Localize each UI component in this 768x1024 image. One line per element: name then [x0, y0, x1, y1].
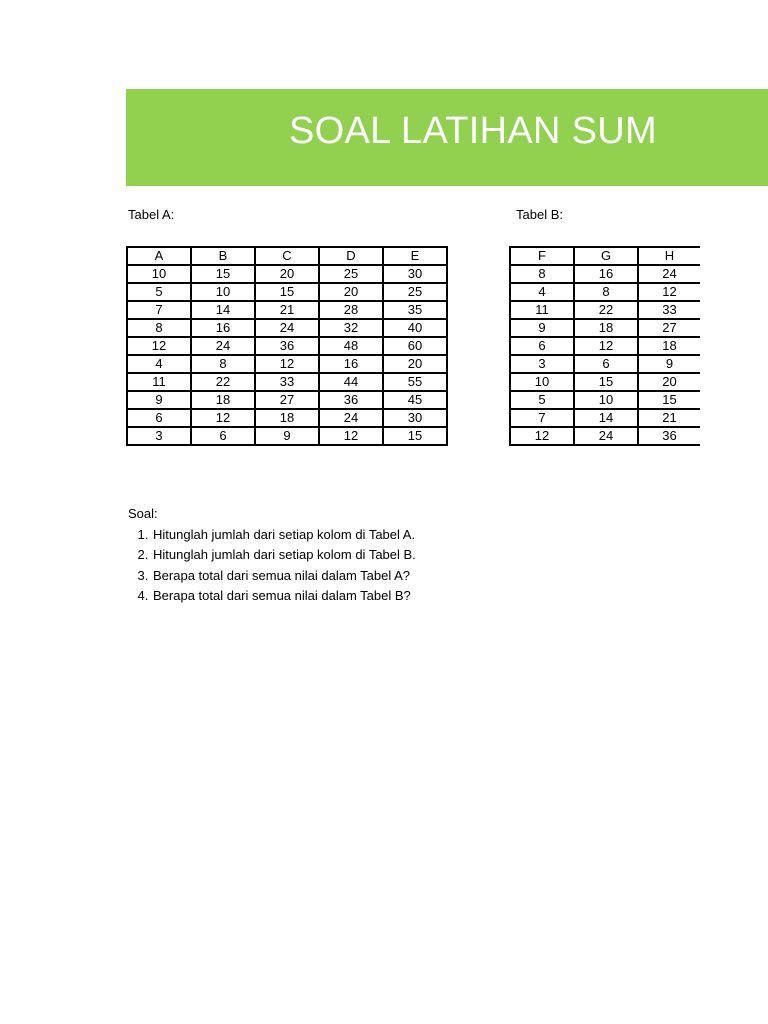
- column-header: B: [191, 247, 255, 265]
- table-cell: 9: [638, 355, 700, 373]
- table-cell: 10: [127, 265, 191, 283]
- table-a-body: [127, 265, 447, 445]
- title-banner: [126, 89, 768, 186]
- table-row: [127, 373, 447, 391]
- table-cell: 20: [638, 373, 700, 391]
- table-cell: 36: [638, 427, 700, 445]
- table-cell: 12: [127, 337, 191, 355]
- question-item: 2. Hitunglah jumlah dari setiap kolom di Tabel B.: [152, 545, 416, 566]
- table-cell: 55: [383, 373, 447, 391]
- table-cell: 24: [191, 337, 255, 355]
- table-row: [127, 337, 447, 355]
- table-cell: 48: [319, 337, 383, 355]
- table-a-header-row: [127, 247, 447, 265]
- table-cell: 8: [510, 265, 574, 283]
- table-cell: 15: [255, 283, 319, 301]
- table-row: [127, 409, 447, 427]
- table-cell: 4: [510, 283, 574, 301]
- table-cell: 12: [191, 409, 255, 427]
- column-header: C: [255, 247, 319, 265]
- table-row: [510, 265, 700, 283]
- table-b-label: Tabel B:: [516, 207, 563, 222]
- table-row: [510, 319, 700, 337]
- table-cell: 9: [127, 391, 191, 409]
- table-cell: 24: [319, 409, 383, 427]
- question-item: 1. Hitunglah jumlah dari setiap kolom di Tabel A.: [152, 525, 416, 546]
- table-b-header-row: [510, 247, 700, 265]
- table-row: [127, 301, 447, 319]
- table-cell: 21: [255, 301, 319, 319]
- table-cell: 24: [638, 265, 700, 283]
- table-cell: 24: [255, 319, 319, 337]
- table-cell: 44: [319, 373, 383, 391]
- table-cell: 22: [574, 301, 638, 319]
- table-cell: 27: [255, 391, 319, 409]
- table-row: [510, 283, 700, 301]
- table-cell: 12: [638, 283, 700, 301]
- table-row: [127, 319, 447, 337]
- table-row: [510, 373, 700, 391]
- table-cell: 4: [127, 355, 191, 373]
- table-cell: 40: [383, 319, 447, 337]
- table-row: [510, 355, 700, 373]
- table-cell: 15: [638, 391, 700, 409]
- table-cell: 25: [319, 265, 383, 283]
- table-cell: 36: [255, 337, 319, 355]
- table-row: [127, 355, 447, 373]
- table-cell: 10: [510, 373, 574, 391]
- table-cell: 6: [127, 409, 191, 427]
- question-item: 3. Berapa total dari semua nilai dalam Tabel A?: [152, 566, 416, 587]
- table-cell: 15: [574, 373, 638, 391]
- table-cell: 30: [383, 265, 447, 283]
- table-row: [510, 337, 700, 355]
- table-cell: 28: [319, 301, 383, 319]
- table-cell: 3: [510, 355, 574, 373]
- table-cell: 60: [383, 337, 447, 355]
- table-cell: 16: [191, 319, 255, 337]
- table-row: [127, 427, 447, 445]
- page-title: SOAL LATIHAN SUM: [289, 110, 657, 152]
- table-cell: 10: [574, 391, 638, 409]
- table-cell: 20: [319, 283, 383, 301]
- table-cell: 33: [255, 373, 319, 391]
- table-cell: 12: [319, 427, 383, 445]
- table-cell: 7: [510, 409, 574, 427]
- question-item: 4. Berapa total dari semua nilai dalam Tabel B?: [152, 586, 416, 607]
- table-cell: 6: [574, 355, 638, 373]
- table-cell: 5: [127, 283, 191, 301]
- table-a: [126, 246, 448, 446]
- table-row: [510, 409, 700, 427]
- column-header: E: [383, 247, 447, 265]
- column-header: A: [127, 247, 191, 265]
- table-cell: 24: [574, 427, 638, 445]
- table-cell: 6: [510, 337, 574, 355]
- table-row: [127, 391, 447, 409]
- table-cell: 8: [574, 283, 638, 301]
- table-cell: 16: [574, 265, 638, 283]
- table-cell: 15: [191, 265, 255, 283]
- table-row: [510, 301, 700, 319]
- table-row: [510, 427, 700, 445]
- table-cell: 3: [127, 427, 191, 445]
- table-cell: 5: [510, 391, 574, 409]
- column-header: G: [574, 247, 638, 265]
- table-cell: 12: [574, 337, 638, 355]
- table-cell: 32: [319, 319, 383, 337]
- table-cell: 10: [191, 283, 255, 301]
- table-cell: 11: [510, 301, 574, 319]
- table-cell: 20: [255, 265, 319, 283]
- table-b: [509, 246, 700, 446]
- table-cell: 12: [255, 355, 319, 373]
- table-cell: 33: [638, 301, 700, 319]
- table-cell: 15: [383, 427, 447, 445]
- question-section: [128, 504, 416, 607]
- table-cell: 20: [383, 355, 447, 373]
- table-cell: 9: [510, 319, 574, 337]
- table-cell: 6: [191, 427, 255, 445]
- table-cell: 14: [574, 409, 638, 427]
- table-cell: 11: [127, 373, 191, 391]
- table-cell: 35: [383, 301, 447, 319]
- table-cell: 36: [319, 391, 383, 409]
- table-cell: 14: [191, 301, 255, 319]
- table-a-label: Tabel A:: [128, 207, 175, 222]
- table-cell: 8: [127, 319, 191, 337]
- table-cell: 27: [638, 319, 700, 337]
- table-cell: 18: [574, 319, 638, 337]
- table-row: [127, 283, 447, 301]
- column-header: H: [638, 247, 700, 265]
- table-row: [510, 391, 700, 409]
- table-cell: 21: [638, 409, 700, 427]
- table-b-body: [510, 265, 700, 445]
- question-list: [128, 525, 416, 607]
- table-cell: 8: [191, 355, 255, 373]
- table-cell: 18: [191, 391, 255, 409]
- table-cell: 18: [638, 337, 700, 355]
- table-cell: 12: [510, 427, 574, 445]
- column-header: D: [319, 247, 383, 265]
- table-cell: 45: [383, 391, 447, 409]
- table-row: [127, 265, 447, 283]
- table-cell: 25: [383, 283, 447, 301]
- table-cell: 16: [319, 355, 383, 373]
- table-cell: 30: [383, 409, 447, 427]
- table-cell: 22: [191, 373, 255, 391]
- table-cell: 18: [255, 409, 319, 427]
- questions-heading: Soal:: [128, 506, 158, 521]
- column-header: F: [510, 247, 574, 265]
- table-cell: 7: [127, 301, 191, 319]
- table-cell: 9: [255, 427, 319, 445]
